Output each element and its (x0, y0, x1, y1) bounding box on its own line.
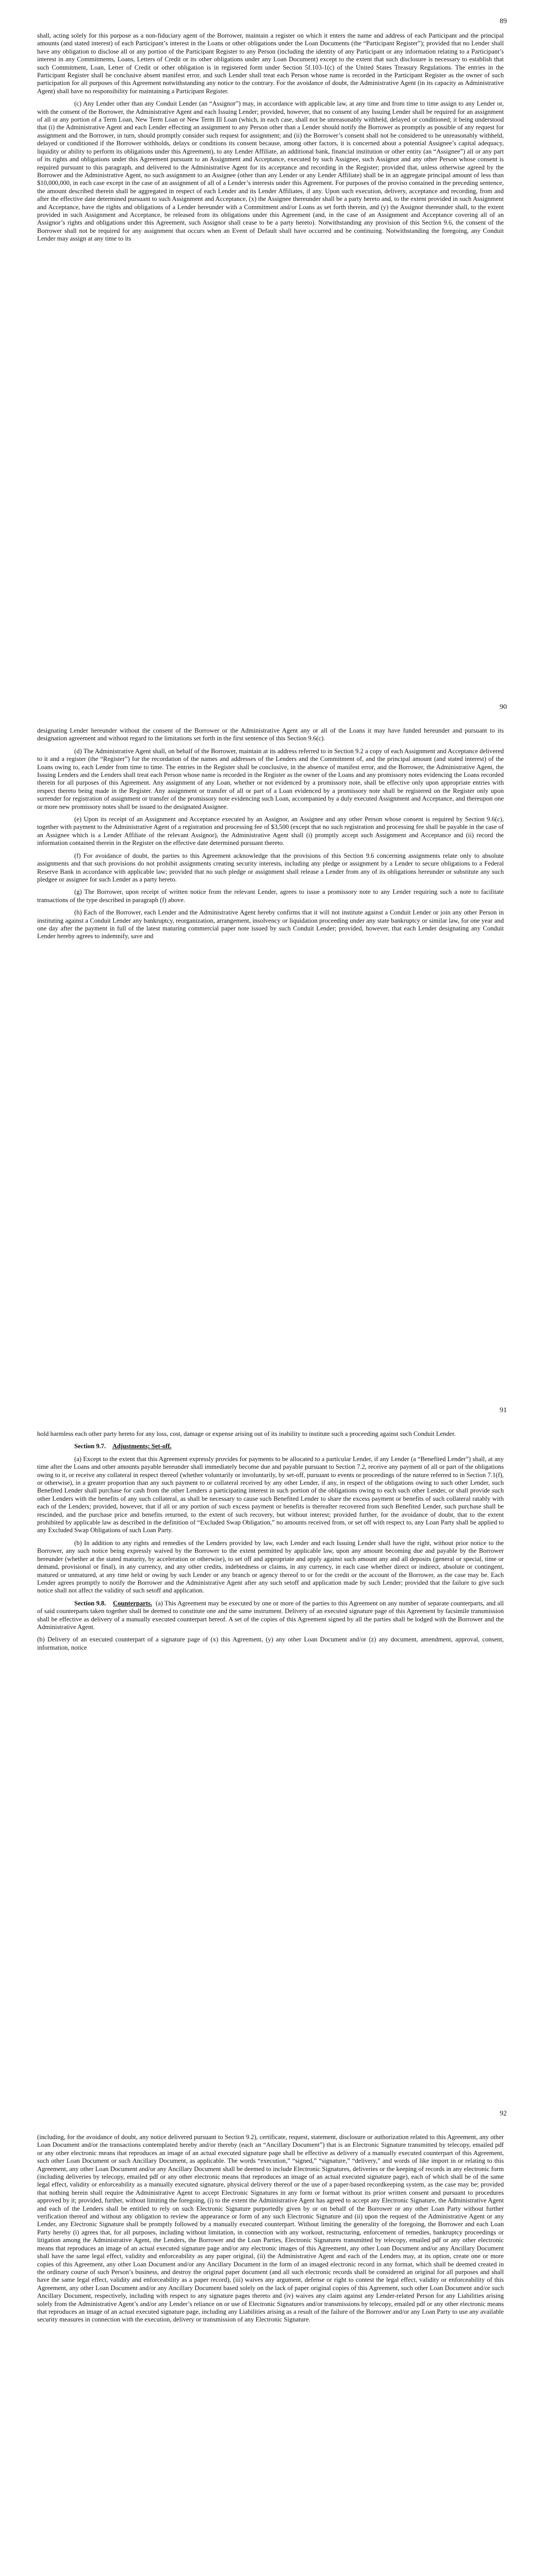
paragraph: (c) Any Lender other than any Conduit Lender (an “Assignor”) may, in accordance with applicable law, at any time and from time to time assign to any Lender or, with the consent of the Borrower, the Administrative Agent and each Issuing Lender; provided, however, that no consent of any Issuing Lender shall be required for an assignment of all or any portion of a Term Loan, New Term Loan or New Term Ill Loan (which, in each case, shall not be unreasonably withheld, delayed or conditioned; it being understood that (i) the Administrative Agent and each Lender effecting an assignment to any Person other than a Lender should notify the Borrower as promptly as possible of any request for assignment and the Borrower, in turn, should promptly consider such request for assignment; and (ii) the Borrower’s consent shall not be considered to be unreasonably withheld, delayed or conditioned if the Borrower withholds, delays or conditions its consent because, among other factors, it is concerned about a potential Assignee’s capital adequacy, liquidity or ability to perform its obligations under this Agreement), to any Lender Affiliate, an additional bank, financial institution or other entity (an “Assignee”) all or any part of its rights and obligations under this Agreement pursuant to an Assignment and Acceptance, executed by such Assignee, such Assignor and any other Person whose consent is required pursuant to this paragraph, and delivered to the Administrative Agent for its acceptance and recording in the Register; provided that, unless otherwise agreed by the Borrower and the Administrative Agent, no such assignment to an Assignee (other than any Lender or any Lender Affiliate) shall be in an aggregate principal amount of less than $10,000,000, in each case except in the case of an assignment of all of a Lender’s interests under this Agreement. For purposes of the proviso contained in the preceding sentence, the amount described therein shall be aggregated in respect of each Lender and its Lender Affiliates, if any. Upon such execution, delivery, acceptance and recording, from and after the effective date determined pursuant to such Assignment and Acceptance, (x) the Assignee thereunder shall be a party hereto and, to the extent provided in such Assignment and Acceptance, have the rights and obligations of a Lender hereunder with a Commitment and/or Loans as set forth therein, and (y) the Assignor thereunder shall, to the extent provided in such Assignment and Acceptance, be released from its obligations under this Agreement (and, in the case of an Assignment and Acceptance covering all of an Assignor’s rights and obligations under this Agreement, such Assignor shall cease to be a party hereto). Notwithstanding any provision of this Section 9.6, the consent of the Borrower shall not be required for any assignment that occurs when an Event of Default shall have occurred and be continuing. Notwithstanding the foregoing, any Conduit Lender may assign at any time to its (37, 100, 504, 243)
paragraph: (e) Upon its receipt of an Assignment and Acceptance executed by an Assignor, an Assignee and any other Person whose consent is required by Section 9.6(c), together with payment to the Administrative Agent of a registration and processing fee of $3,500 (except that no such registration and processing fee shall be payable in the case of an Assignee which is a Lender Affiliate of the relevant Assignor), the Administrative Agent shall (i) promptly accept such Assignment and Acceptance and (ii) record the information contained therein in the Register on the effective date determined pursuant thereto. (37, 816, 504, 847)
page-number: 91 (500, 1406, 507, 1414)
page-body (37, 32, 504, 248)
page-body (37, 2133, 504, 2329)
paragraph: (b) In addition to any rights and remedies of the Lenders provided by law, each Lender and each Issuing Lender shall have the right, without prior notice to the Borrower, any such notice being expressly waived by the Borrower to the extent permitted by applicable law, upon any amount becoming due and payable by the Borrower hereunder (whether at the stated maturity, by acceleration or otherwise), to set off and appropriate and apply against such amount any and all deposits (general or special, time or demand, provisional or final), in any currency, and any other credits, indebtedness or claims, in any currency, in each case whether direct or indirect, absolute or contingent, matured or unmatured, at any time held or owing by such Lender or any branch or agency thereof to or for the credit or the account of the Borrower, as the case may be. Each Lender agrees promptly to notify the Borrower and the Administrative Agent after any such setoff and application made by such Lender; provided that the failure to give such notice shall not affect the validity of such setoff and application. (37, 1539, 504, 1595)
page-90 (0, 703, 544, 1373)
section-number: Section 9.7. (74, 1443, 106, 1450)
paragraph: (d) The Administrative Agent shall, on behalf of the Borrower, maintain at its address referred to in Section 9.2 a copy of each Assignment and Acceptance delivered to it and a register (the “Register”) for the recordation of the names and addresses of the Lenders and the Commitment of, and the principal amount (and stated interest) of the Loans owing to, each Lender from time to time. The entries in the Register shall be conclusive, in the absence of manifest error, and the Borrower, the Administrative Agent, the Issuing Lenders and the Lenders shall treat each Person whose name is recorded in the Register as the owner of the Loans and any promissory notes evidencing the Loans recorded therein for all purposes of this Agreement. Any assignment of any Loan, whether or not evidenced by a promissory note, shall be effective only upon appropriate entries with respect thereto being made in the Register. Any assignment or transfer of all or part of a Loan evidenced by a promissory note shall be registered on the Register only upon surrender for registration of assignment or transfer of the promissory note evidencing such Loan, accompanied by a duly executed Assignment and Acceptance, and thereupon one or more new promissory notes shall be issued to the designated Assignee. (37, 747, 504, 810)
page-number: 92 (500, 2110, 507, 2117)
page-body (37, 727, 504, 945)
section-number: Section 9.8. (74, 1599, 106, 1607)
page-92 (0, 2110, 544, 2576)
paragraph: (g) The Borrower, upon receipt of written notice from the relevant Lender, agrees to issue a promissory note to any Lender requiring such a note to facilitate transactions of the type described in paragraph (f) above. (37, 888, 504, 904)
paragraph: (a) Except to the extent that this Agreement expressly provides for payments to be allocated to a particular Lender, if any Lender (a “Benefited Lender”) shall, at any time after the Loans and other amounts payable hereunder shall immediately become due and payable pursuant to Section 7.2, receive any payment of all or part of the obligations owing to it, or receive any collateral in respect thereof (whether voluntarily or involuntarily, by set-off, pursuant to events or proceedings of the nature referred to in Section 7.1(f), or otherwise), in a greater proportion than any such payment to or collateral received by any other Lender, if any, in respect of the obligations owing to such other Lender, such Benefited Lender shall purchase for cash from the other Lenders a participating interest in such portion of the obligations owing to each such other Lender, or shall provide such other Lenders with the benefits of any such collateral, as shall be necessary to cause such Benefited Lender to share the excess payment or benefits of such collateral ratably with each of the Lenders; provided, however, that if all or any portion of such excess payment or benefits is thereafter recovered from such Benefited Lender, such purchase shall be rescinded, and the purchase price and benefits returned, to the extent of such recovery, but without interest; provided further, for the avoidance of doubt, that to the extent prohibited by applicable law as described in the definition of “Excluded Swap Obligation,” no amounts received from, or set off with respect to, any Loan Party shall be applied to any Excluded Swap Obligations of such Loan Party. (37, 1455, 504, 1534)
section-heading (37, 1443, 504, 1450)
page-body (37, 1430, 504, 1656)
paragraph: (f) For avoidance of doubt, the parties to this Agreement acknowledge that the provisions of this Section 9.6 concerning assignments relate only to absolute assignments and that such provisions do not prohibit assignments creating security interests, including any pledge or assignment by a Lender to secure obligations to a Federal Reserve Bank in accordance with applicable law; provided that no such pledge or assignment shall release a Lender from any of its obligations hereunder or substitute any such pledgee or assignee for such Lender as a party hereto. (37, 852, 504, 883)
page-number: 89 (500, 18, 507, 25)
paragraph: (h) Each of the Borrower, each Lender and the Administrative Agent hereby confirms that it will not institute against a Conduit Lender or join any other Person in instituting against a Conduit Lender any bankruptcy, reorganization, arrangement, insolvency or liquidation proceeding under any state bankruptcy or similar law, for one year and one day after the payment in full of the latest maturing commercial paper note issued by such Conduit Lender; provided, however, that each Lender designating any Conduit Lender hereby agrees to indemnify, save and (37, 909, 504, 940)
section-text: (a) This Agreement may be executed by one or more of the parties to this Agreement on any number of separate counterparts, and all of said counterparts taken together shall be deemed to constitute one and the same instrument. Delivery of an executed signature page of this Agreement by facsimile transmission shall be effective as delivery of a manually executed counterpart hereof. A set of the copies of this Agreement signed by all the parties shall be lodged with the Borrower and the Administrative Agent. (37, 1599, 504, 1631)
page-89 (0, 0, 544, 670)
paragraph: (b) Delivery of an executed counterpart of a signature page of (x) this Agreement, (y) any other Loan Document and/or (z) any document, amendment, approval, consent, information, notice (37, 1636, 504, 1651)
paragraph: designating Lender hereunder without the consent of the Borrower or the Administrative Agent any or all of the Loans it may have funded hereunder and pursuant to its designation agreement and without regard to the limitations set forth in the first sentence of this Section 9.6(c). (37, 727, 504, 742)
page-number: 90 (500, 703, 507, 711)
page-91 (0, 1406, 544, 2076)
paragraph: (including, for the avoidance of doubt, any notice delivered pursuant to Section 9.2), certificate, request, statement, disclosure or authorization related to this Agreement, any other Loan Document and/or the transactions contemplated hereby and/or thereby (each an “Ancillary Document”) that is an Electronic Signature transmitted by telecopy, emailed pdf or any other electronic means that reproduces an image of an actual executed signature page shall be effective as delivery of a manually executed counterpart of this Agreement, such other Loan Document or such Ancillary Document, as applicable. The words “execution,” “signed,” “signature,” “delivery,” and words of like import in or relating to this Agreement, any other Loan Document and/or any Ancillary Document shall be deemed to include Electronic Signatures, deliveries or the keeping of records in any electronic form (including deliveries by telecopy, emailed pdf or any other electronic means that reproduces an image of an actual executed signature page), each of which shall be of the same legal effect, validity or enforceability as a manually executed signature, physical delivery thereof or the use of a paper-based recordkeeping system, as the case may be; provided that nothing herein shall require the Administrative Agent to accept Electronic Signatures in any form or format without its prior written consent and pursuant to procedures approved by it; provided, further, without limiting the foregoing, (i) to the extent the Administrative Agent has agreed to accept any Electronic Signature, the Administrative Agent and each of the Lenders shall be entitled to rely on such Electronic Signature purportedly given by or on behalf of the Borrower or any other Loan Party without further verification thereof and without any obligation to review the appearance or form of any such Electronic Signature and (ii) upon the request of the Administrative Agent or any Lender, any Electronic Signature shall be promptly followed by a manually executed counterpart. Without limiting the generality of the foregoing, the Borrower and each Loan Party hereby (i) agrees that, for all purposes, including without limitation, in connection with any workout, restructuring, enforcement of remedies, bankruptcy proceedings or litigation among the Administrative Agent, the Lenders, the Borrower and the Loan Parties, Electronic Signatures transmitted by telecopy, emailed pdf or any other electronic means that reproduces an image of an actual executed signature page and/or any electronic images of this Agreement, any other Loan Document and/or any Ancillary Document shall have the same legal effect, validity and enforceability as any paper original, (ii) the Administrative Agent and each of the Lenders may, at its option, create one or more copies of this Agreement, any other Loan Document and/or any Ancillary Document in the form of an imaged electronic record in any format, which shall be deemed created in the ordinary course of such Person’s business, and destroy the original paper document (and all such electronic records shall be considered an original for all purposes and shall have the same legal effect, validity and enforceability as a paper record), (iii) waives any argument, defense or right to contest the legal effect, validity or enforceability of this Agreement, any other Loan Document and/or any Ancillary Document based solely on the lack of paper original copies of this Agreement, such other Loan Document and/or such Ancillary Document, respectively, including with respect to any signature pages thereto and (iv) waives any claim against any Lender-related Person for any Liabilities arising solely from the Administrative Agent’s and/or any Lender’s reliance on or use of Electronic Signatures and/or transmissions by telecopy, emailed pdf or any other electronic means that reproduces an image of an actual executed signature page, including any Liabilities arising as a result of the failure of the Borrower and/or any Loan Party to use any available security measures in connection with the execution, delivery or transmission of any Electronic Signature. (37, 2133, 504, 2324)
paragraph: hold harmless each other party hereto for any loss, cost, damage or expense arising out of its inability to institute such a proceeding against such Conduit Lender. (37, 1430, 456, 1437)
section-title: Adjustments; Set-off. (112, 1443, 172, 1450)
section-title: Counterparts. (113, 1599, 153, 1607)
paragraph: shall, acting solely for this purpose as a non-fiduciary agent of the Borrower, maintain a register on which it enters the name and address of each Participant and the principal amounts (and stated interest) of each Participant’s interest in the Loans or other obligations under the Loan Documents (the “Participant Register”); provided that no Lender shall have any obligation to disclose all or any portion of the Participant Register to any Person (including the identity of any Participant or any information relating to a Participant’s interest in any Commitments, Loans, Letters of Credit or its other obligations under any Loan Document) except to the extent that such disclosure is necessary to establish that such Commitment, Loan, Letter of Credit or other obligation is in registered form under Section 5f.103-1(c) of the United States Treasury Regulations. The entries in the Participant Register shall be conclusive absent manifest error, and such Lender shall treat each Person whose name is recorded in the Participant Register as the owner of such participation for all purposes of this Agreement notwithstanding any notice to the contrary. For the avoidance of doubt, the Administrative Agent (in its capacity as Administrative Agent) shall have no responsibility for maintaining a Participant Register. (37, 32, 504, 95)
section-paragraph (37, 1600, 504, 1632)
